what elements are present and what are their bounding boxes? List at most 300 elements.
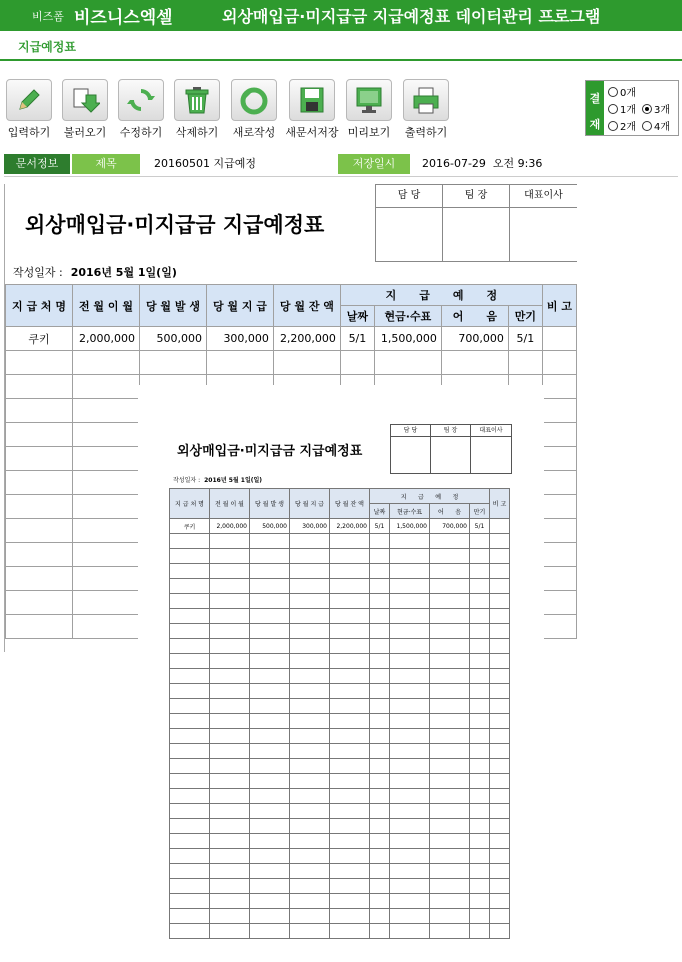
empty-cell [370,879,390,894]
empty-cell [490,714,510,729]
empty-cell [370,609,390,624]
empty-cell [170,699,210,714]
preview-cell-month-incurred: 500,000 [250,519,290,534]
empty-cell [330,879,370,894]
delete-button[interactable] [168,79,226,140]
tab-divider [0,59,682,61]
empty-cell [430,609,470,624]
empty-cell [170,579,210,594]
empty-cell [370,924,390,939]
empty-cell [250,744,290,759]
empty-cell [390,849,430,864]
empty-cell [290,849,330,864]
empty-cell [490,894,510,909]
cell-due[interactable]: 5/1 [508,327,542,351]
empty-cell [490,909,510,924]
empty-cell[interactable] [374,351,441,375]
col-cash: 현금·수표 [374,306,441,327]
empty-cell [490,759,510,774]
preview-cell-month-balance: 2,200,000 [330,519,370,534]
empty-cell[interactable] [72,399,139,423]
empty-cell [370,564,390,579]
preview-col-schedule: 지 급 예 정 [370,489,490,504]
empty-cell [430,594,470,609]
empty-cell [290,819,330,834]
pencil-icon [6,79,52,121]
empty-cell [470,864,490,879]
empty-cell[interactable] [6,591,73,615]
cell-note[interactable]: 700,000 [441,327,508,351]
saved-label: 저장일시 [338,154,410,174]
preview-col-prev-balance: 전 월 이 월 [210,489,250,519]
empty-cell [290,609,330,624]
empty-cell [210,594,250,609]
print-preview [138,385,544,955]
empty-cell [210,564,250,579]
empty-cell [470,684,490,699]
empty-cell [250,789,290,804]
empty-cell [210,699,250,714]
preview-approval-head-2: 팀 장 [431,425,471,437]
empty-cell[interactable] [6,519,73,543]
radio-icon [608,104,618,114]
empty-cell [490,729,510,744]
empty-row [170,594,510,609]
empty-cell [210,789,250,804]
empty-cell [290,594,330,609]
empty-cell [210,864,250,879]
empty-cell [390,609,430,624]
approval-option-0[interactable] [608,84,636,99]
approval-option-label: 4개 [654,122,671,133]
empty-cell [290,654,330,669]
empty-cell [290,744,330,759]
empty-cell [390,684,430,699]
refresh-icon [118,79,164,121]
delete-label: 삭제하기 [175,126,219,139]
empty-cell [430,729,470,744]
empty-cell [390,909,430,924]
preview-cell-month-paid: 300,000 [290,519,330,534]
empty-cell [370,624,390,639]
empty-cell [390,864,430,879]
empty-cell [170,879,210,894]
empty-cell [210,849,250,864]
approval-option-2[interactable] [608,118,636,133]
preview-cell-note: 700,000 [430,519,470,534]
approval-head-2: 팀 장 [443,185,510,208]
empty-cell[interactable] [72,495,139,519]
empty-cell [330,744,370,759]
empty-cell [370,684,390,699]
empty-cell [330,669,370,684]
table-row [170,519,510,534]
empty-cell[interactable] [542,567,576,591]
preview-approval-box [390,424,512,474]
empty-cell [470,594,490,609]
empty-cell [210,924,250,939]
empty-cell [170,564,210,579]
empty-cell [330,729,370,744]
empty-cell [210,684,250,699]
empty-cell [250,624,290,639]
approval-head-3: 대표이사 [510,185,577,208]
preview-approval-head-3: 대표이사 [471,425,511,437]
empty-cell [210,579,250,594]
empty-cell [210,639,250,654]
empty-cell [290,669,330,684]
input-button[interactable] [0,79,58,140]
empty-cell [330,804,370,819]
empty-cell[interactable] [542,615,576,639]
saved-value: 2016-07-29 오전 9:36 [422,157,543,170]
empty-cell [390,804,430,819]
empty-cell[interactable] [72,519,139,543]
empty-cell[interactable] [6,447,73,471]
empty-cell [330,714,370,729]
empty-cell [490,744,510,759]
empty-cell[interactable] [6,567,73,591]
empty-cell [210,774,250,789]
empty-cell [470,669,490,684]
subject-value[interactable]: 20160501 지급예정 [154,157,256,170]
empty-cell [430,564,470,579]
empty-cell[interactable] [6,399,73,423]
empty-cell [210,834,250,849]
cell-month-paid[interactable]: 300,000 [206,327,273,351]
empty-cell [470,879,490,894]
empty-cell [370,864,390,879]
empty-cell [170,669,210,684]
radio-icon [608,87,618,97]
empty-cell [330,834,370,849]
empty-cell[interactable] [72,567,139,591]
empty-cell [250,594,290,609]
approval-option-label: 0개 [620,88,637,99]
empty-cell [370,729,390,744]
empty-cell[interactable] [72,447,139,471]
cell-prev-balance[interactable]: 2,000,000 [72,327,139,351]
subject-label: 제목 [72,154,140,174]
new-button[interactable] [225,79,283,140]
empty-cell [250,564,290,579]
empty-cell [170,549,210,564]
empty-cell [370,834,390,849]
empty-cell [470,699,490,714]
empty-cell [390,564,430,579]
empty-cell [430,819,470,834]
empty-cell [430,684,470,699]
empty-cell[interactable] [508,351,542,375]
empty-cell [250,534,290,549]
empty-cell [430,789,470,804]
empty-cell[interactable] [340,351,374,375]
empty-cell [210,744,250,759]
empty-row [170,834,510,849]
date-value[interactable]: 2016년 5월 1일(일) [70,266,177,279]
empty-cell [210,714,250,729]
empty-cell [210,909,250,924]
empty-row [170,639,510,654]
empty-row [6,351,577,375]
empty-cell [330,579,370,594]
col-month-balance: 당 월 잔 액 [273,285,340,327]
brand-large: 비즈니스엑셀 [74,8,173,28]
cell-remarks[interactable] [542,327,576,351]
empty-cell [170,624,210,639]
app-header [0,0,682,31]
empty-row [170,879,510,894]
col-date: 날짜 [340,306,374,327]
empty-cell[interactable] [6,375,73,399]
empty-cell [290,804,330,819]
empty-cell [370,549,390,564]
empty-cell [390,624,430,639]
empty-cell[interactable] [542,591,576,615]
cell-month-incurred[interactable]: 500,000 [139,327,206,351]
empty-cell[interactable] [6,615,73,639]
empty-cell [470,834,490,849]
col-note: 어 음 [441,306,508,327]
preview-button[interactable] [340,79,398,140]
empty-cell[interactable] [542,471,576,495]
load-button[interactable] [56,79,114,140]
empty-cell [250,669,290,684]
empty-cell [330,819,370,834]
empty-cell[interactable] [139,351,206,375]
empty-cell [470,609,490,624]
empty-cell [370,744,390,759]
empty-cell [470,774,490,789]
empty-cell [290,579,330,594]
empty-cell[interactable] [6,543,73,567]
empty-cell[interactable] [273,351,340,375]
cell-month-balance[interactable]: 2,200,000 [273,327,340,351]
empty-cell [370,789,390,804]
empty-cell [490,774,510,789]
empty-cell [390,774,430,789]
empty-cell [470,909,490,924]
empty-cell [250,834,290,849]
empty-cell [490,879,510,894]
empty-cell[interactable] [542,375,576,399]
empty-cell[interactable] [542,399,576,423]
empty-cell [390,729,430,744]
empty-cell[interactable] [72,615,139,639]
empty-cell[interactable] [542,423,576,447]
preview-table [169,488,510,939]
empty-cell [210,894,250,909]
empty-cell [290,564,330,579]
empty-cell [390,534,430,549]
empty-cell [390,744,430,759]
empty-cell [170,744,210,759]
preview-cell-remarks [490,519,510,534]
edit-label: 수정하기 [119,126,163,139]
empty-cell [290,924,330,939]
empty-cell [470,564,490,579]
preview-date-value: 2016년 5월 1일(일) [204,477,263,484]
empty-cell [170,924,210,939]
preview-cell-payee: 쿠키 [170,519,210,534]
col-month-incurred: 당 월 발 생 [139,285,206,327]
empty-cell [390,594,430,609]
empty-cell [370,579,390,594]
preview-date-label: 작성일자 : [173,477,201,484]
empty-cell [430,834,470,849]
empty-cell [390,924,430,939]
empty-cell [490,849,510,864]
edit-button[interactable] [112,79,170,140]
empty-cell [430,579,470,594]
empty-cell [390,654,430,669]
approval-option-1[interactable] [608,101,636,116]
empty-cell [250,549,290,564]
empty-cell [290,864,330,879]
empty-cell [250,864,290,879]
approval-option-label: 2개 [620,122,637,133]
empty-cell [370,774,390,789]
preview-cell-date: 5/1 [370,519,390,534]
preview-col-due: 만기 [470,504,490,519]
empty-cell [170,759,210,774]
col-prev-balance: 전 월 이 월 [72,285,139,327]
empty-cell [430,909,470,924]
empty-cell[interactable] [6,351,73,375]
empty-cell [490,924,510,939]
preview-page [169,385,511,915]
empty-cell[interactable] [542,543,576,567]
empty-cell [170,609,210,624]
approval-count-panel [585,80,679,136]
empty-cell [290,534,330,549]
empty-cell [290,909,330,924]
empty-cell [430,639,470,654]
empty-cell[interactable] [542,351,576,375]
empty-cell [250,714,290,729]
radio-selected-icon [642,104,652,114]
save-as-button[interactable] [283,79,341,140]
empty-cell [370,849,390,864]
empty-cell [430,744,470,759]
cell-cash[interactable]: 1,500,000 [374,327,441,351]
tab-payment-schedule[interactable]: 지급예정표 [18,40,76,54]
empty-cell [470,549,490,564]
empty-cell[interactable] [6,495,73,519]
empty-cell [210,549,250,564]
empty-cell [370,909,390,924]
empty-cell [170,714,210,729]
empty-cell [290,714,330,729]
empty-cell [210,669,250,684]
empty-cell [430,849,470,864]
empty-cell[interactable] [542,519,576,543]
trash-icon [174,79,220,121]
empty-cell [490,819,510,834]
empty-cell [330,594,370,609]
empty-cell [370,669,390,684]
empty-cell[interactable] [441,351,508,375]
empty-cell [490,609,510,624]
empty-cell[interactable] [206,351,273,375]
empty-cell [430,624,470,639]
empty-cell [370,534,390,549]
empty-cell [490,639,510,654]
empty-row [170,684,510,699]
empty-cell [250,924,290,939]
empty-cell [170,789,210,804]
empty-cell[interactable] [72,351,139,375]
empty-row [170,579,510,594]
empty-cell [170,849,210,864]
empty-cell [210,609,250,624]
empty-cell [330,534,370,549]
empty-cell [170,729,210,744]
empty-cell[interactable] [542,495,576,519]
empty-cell [370,804,390,819]
cell-date[interactable]: 5/1 [340,327,374,351]
empty-cell [330,654,370,669]
approval-option-3[interactable] [642,101,670,116]
preview-col-remarks: 비 고 [490,489,510,519]
empty-cell [430,654,470,669]
empty-cell[interactable] [72,543,139,567]
empty-cell[interactable] [72,591,139,615]
empty-cell [430,864,470,879]
empty-cell [430,699,470,714]
preview-col-note: 어 음 [430,504,470,519]
empty-cell[interactable] [542,447,576,471]
brand-small: 비즈폼 [32,10,64,23]
cell-payee[interactable]: 쿠키 [6,327,73,351]
empty-cell[interactable] [72,471,139,495]
empty-cell [330,909,370,924]
app-title: 외상매입금·미지급금 지급예정표 데이터관리 프로그램 [222,7,601,26]
empty-cell[interactable] [72,375,139,399]
empty-row [170,549,510,564]
empty-cell [250,774,290,789]
print-button[interactable] [397,79,455,140]
empty-cell[interactable] [6,423,73,447]
download-icon [62,79,108,121]
empty-cell[interactable] [6,471,73,495]
col-schedule: 지 급 예 정 [340,285,542,306]
empty-cell [430,924,470,939]
empty-cell [390,669,430,684]
approval-head-1: 담 당 [376,185,443,208]
empty-cell [370,819,390,834]
col-month-paid: 당 월 지 급 [206,285,273,327]
empty-cell [490,804,510,819]
empty-cell [490,654,510,669]
preview-cell-prev-balance: 2,000,000 [210,519,250,534]
date-label: 작성일자 : [13,266,63,279]
preview-col-cash: 현금·수표 [390,504,430,519]
approval-option-label: 1개 [620,105,637,116]
empty-cell [470,894,490,909]
empty-cell [490,579,510,594]
empty-cell [210,804,250,819]
empty-cell[interactable] [72,423,139,447]
empty-row [170,774,510,789]
monitor-icon [346,79,392,121]
empty-cell [210,729,250,744]
empty-cell [170,819,210,834]
approval-option-4[interactable] [642,118,670,133]
preview-col-month-balance: 당 월 잔 액 [330,489,370,519]
empty-cell [330,639,370,654]
empty-cell [330,849,370,864]
